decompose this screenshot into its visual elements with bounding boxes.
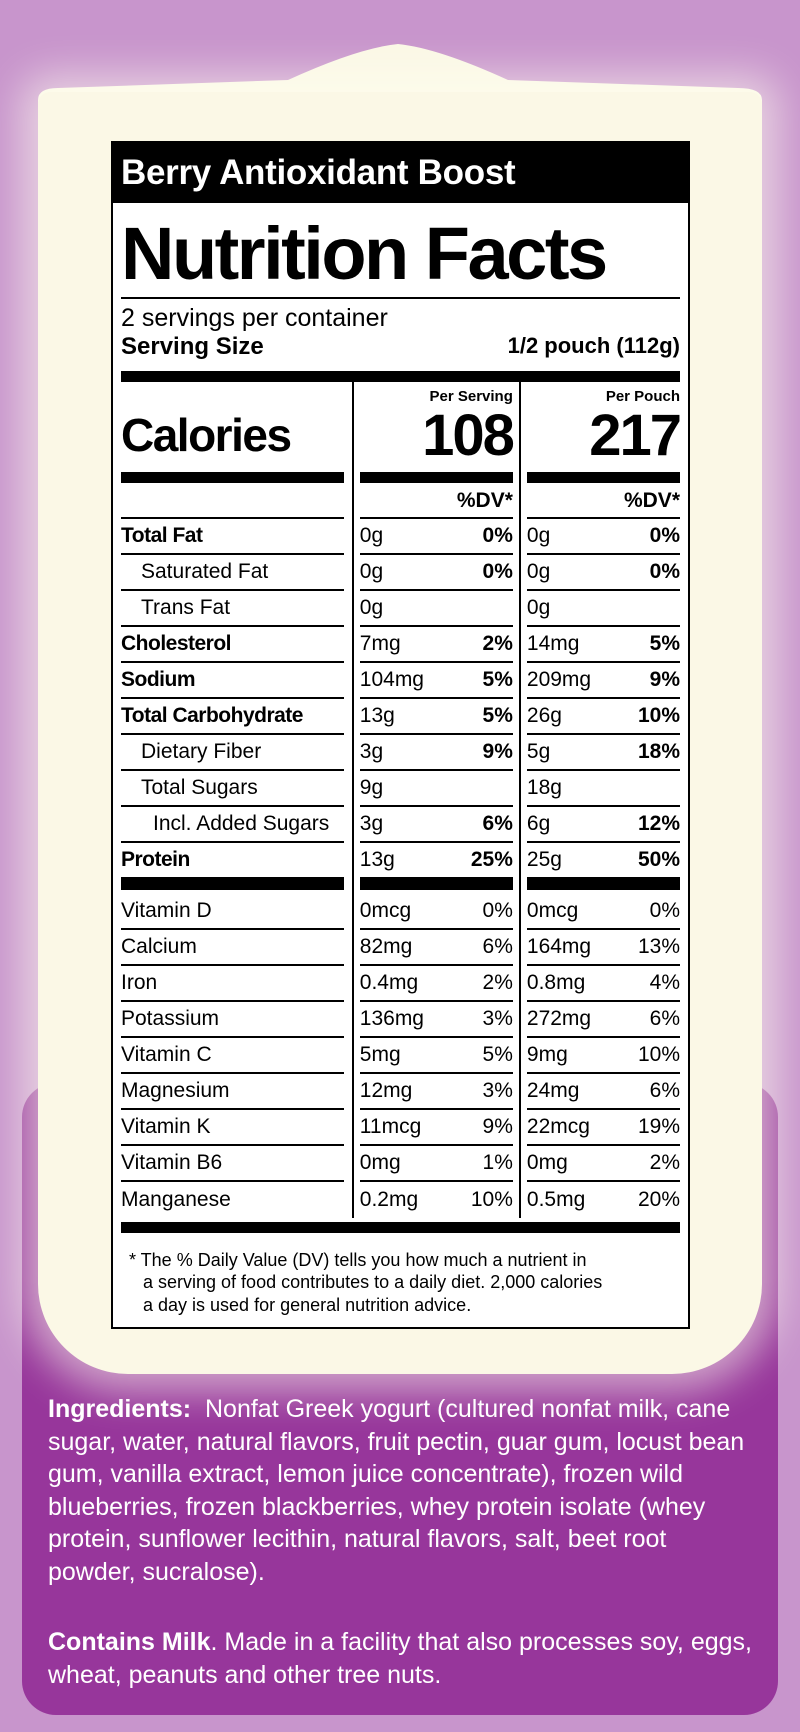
serving-value-row bbox=[360, 627, 513, 663]
serving-dv: 3% bbox=[482, 1078, 513, 1102]
pouch-value-row bbox=[527, 771, 680, 807]
pouch-amount: 0mcg bbox=[526, 898, 579, 922]
serving-dv: 9% bbox=[482, 739, 513, 763]
vitamin-row bbox=[121, 966, 344, 1002]
serving-dv: 10% bbox=[470, 1187, 513, 1211]
pouch-amount: 209mg bbox=[526, 667, 592, 691]
serving-dv: 1% bbox=[482, 1150, 513, 1174]
serving-dv: 0% bbox=[482, 559, 513, 583]
calories-label-cell bbox=[121, 382, 344, 472]
per-pouch-label: Per Pouch bbox=[605, 387, 680, 405]
per-serving-dv-header: %DV* bbox=[360, 483, 513, 519]
serving-amount: 0mg bbox=[359, 1150, 401, 1174]
pouch-dv: 4% bbox=[649, 970, 680, 994]
dv-footnote: * The % Daily Value (DV) tells you how much a nutrient in a serving of food contributes to a daily diet. 2,000 calories a day is used for general nutrition advice. bbox=[129, 1249, 603, 1315]
pouch-dv: 0% bbox=[649, 898, 680, 922]
nutrient-row bbox=[121, 663, 344, 699]
pouch-value-row bbox=[527, 843, 680, 879]
nutrient-row bbox=[121, 807, 344, 843]
pouch-amount: 6g bbox=[526, 811, 551, 835]
nutrient-row bbox=[121, 555, 344, 591]
serving-amount: 0g bbox=[359, 559, 384, 583]
serving-amount: 3g bbox=[359, 739, 384, 763]
serving-size-label: Serving Size bbox=[121, 332, 264, 360]
pouch-value-row bbox=[527, 663, 680, 699]
pouch-dv: 9% bbox=[649, 667, 680, 691]
serving-value-row bbox=[360, 1074, 513, 1110]
vitamin-row bbox=[121, 1146, 344, 1182]
serving-value-row bbox=[360, 663, 513, 699]
vitamin-row bbox=[121, 894, 344, 930]
nutrient-row bbox=[121, 591, 344, 627]
pouch-dv: 2% bbox=[649, 1150, 680, 1174]
pouch-value-row bbox=[527, 807, 680, 843]
serving-value-row bbox=[360, 519, 513, 555]
serving-dv: 0% bbox=[482, 523, 513, 547]
per-pouch-calories: 217 bbox=[589, 402, 680, 468]
nutrient-name: Total Carbohydrate bbox=[121, 703, 303, 727]
serving-amount: 0mcg bbox=[359, 898, 412, 922]
product-name: Berry Antioxidant Boost bbox=[113, 143, 688, 203]
per-serving-calories: 108 bbox=[422, 402, 513, 468]
nutrient-name: Total Fat bbox=[121, 523, 203, 547]
vitamin-name: Vitamin B6 bbox=[121, 1150, 223, 1174]
pouch-dv: 6% bbox=[649, 1078, 680, 1102]
pouch-amount: 0.5mg bbox=[526, 1187, 586, 1211]
pouch-value-row bbox=[527, 1002, 680, 1038]
per-serving-column bbox=[352, 382, 513, 1218]
vitamin-row bbox=[121, 1110, 344, 1146]
servings-per-container: 2 servings per container bbox=[121, 304, 388, 332]
pouch-dv: 10% bbox=[637, 1042, 680, 1066]
pouch-amount: 26g bbox=[526, 703, 562, 727]
pouch-value-row bbox=[527, 966, 680, 1002]
serving-amount: 136mg bbox=[359, 1006, 424, 1030]
serving-amount: 13g bbox=[359, 847, 395, 871]
pouch-value-row bbox=[527, 555, 680, 591]
vitamin-name: Vitamin K bbox=[121, 1114, 211, 1138]
serving-dv: 2% bbox=[482, 970, 513, 994]
serving-value-row bbox=[360, 555, 513, 591]
pouch-value-row bbox=[527, 1146, 680, 1182]
vitamin-row bbox=[121, 1002, 344, 1038]
nutrient-row bbox=[121, 771, 344, 807]
pouch-value-row bbox=[527, 699, 680, 735]
calories-label: Calories bbox=[121, 408, 291, 461]
divider-thick bbox=[121, 1222, 680, 1233]
divider-thick bbox=[121, 371, 680, 382]
pouch-amount: 14mg bbox=[526, 631, 580, 655]
serving-value-row bbox=[360, 1182, 513, 1218]
ingredients-label: Ingredients: bbox=[48, 1395, 192, 1423]
pouch-amount: 18g bbox=[526, 775, 562, 799]
pouch-value-row bbox=[527, 1110, 680, 1146]
pouch-amount: 0g bbox=[526, 559, 551, 583]
pouch-dv: 10% bbox=[637, 703, 680, 727]
pouch-value-row bbox=[527, 627, 680, 663]
ingredients-text bbox=[48, 1393, 760, 1588]
divider bbox=[121, 297, 680, 299]
pouch-value-row bbox=[527, 1074, 680, 1110]
nutrient-row bbox=[121, 843, 344, 879]
serving-dv: 6% bbox=[482, 811, 513, 835]
per-pouch-dv-header: %DV* bbox=[527, 483, 680, 519]
pouch-amount: 25g bbox=[526, 847, 562, 871]
serving-value-row bbox=[360, 699, 513, 735]
pouch-amount: 22mcg bbox=[526, 1114, 590, 1138]
serving-value-row bbox=[360, 894, 513, 930]
serving-amount: 0g bbox=[359, 523, 384, 547]
serving-amount: 11mcg bbox=[359, 1114, 422, 1138]
serving-amount: 0g bbox=[359, 595, 384, 619]
nutrient-name: Dietary Fiber bbox=[141, 739, 262, 763]
nutrient-row bbox=[121, 699, 344, 735]
serving-amount: 12mg bbox=[359, 1078, 413, 1102]
vitamin-name: Manganese bbox=[121, 1187, 231, 1211]
vitamin-name: Iron bbox=[121, 970, 158, 994]
serving-size-value: 1/2 pouch (112g) bbox=[507, 332, 680, 358]
nutrition-facts-title: Nutrition Facts bbox=[121, 212, 606, 295]
nutrition-facts-label bbox=[111, 141, 690, 1329]
per-serving-label: Per Serving bbox=[429, 387, 513, 405]
vitamin-row bbox=[121, 930, 344, 966]
nutrient-name: Sodium bbox=[121, 667, 195, 691]
vitamin-name: Vitamin D bbox=[121, 898, 212, 922]
serving-value-row bbox=[360, 1038, 513, 1074]
pouch-amount: 0.8mg bbox=[526, 970, 586, 994]
serving-value-row bbox=[360, 930, 513, 966]
serving-amount: 104mg bbox=[359, 667, 424, 691]
serving-dv: 3% bbox=[482, 1006, 513, 1030]
pouch-dv: 5% bbox=[649, 631, 680, 655]
allergen-statement bbox=[48, 1626, 760, 1691]
serving-amount: 82mg bbox=[359, 934, 413, 958]
serving-value-row bbox=[360, 843, 513, 879]
serving-dv: 25% bbox=[470, 847, 513, 871]
serving-dv: 6% bbox=[482, 934, 513, 958]
pouch-dv: 0% bbox=[649, 523, 680, 547]
pouch-amount: 0g bbox=[526, 523, 551, 547]
pouch-dv: 19% bbox=[637, 1114, 680, 1138]
ingredients-list: Nonfat Greek yogurt (cultured nonfat milk, cane sugar, water, natural flavors, fruit pectin, guar gum, locust bean gum, vanilla extract, lemon juice concentrate), frozen wild blueberries, frozen blackberries, whey protein isolate (whey protein, sunflower lecithin, natural flavors, salt, beet root powder, sucralose). bbox=[48, 1395, 745, 1586]
nutrient-name: Incl. Added Sugars bbox=[153, 811, 330, 835]
vitamin-name: Magnesium bbox=[121, 1078, 230, 1102]
serving-value-row bbox=[360, 771, 513, 807]
pouch-value-row bbox=[527, 735, 680, 771]
serving-dv: 5% bbox=[482, 1042, 513, 1066]
serving-value-row bbox=[360, 1002, 513, 1038]
serving-dv: 0% bbox=[482, 898, 513, 922]
pouch-amount: 164mg bbox=[526, 934, 592, 958]
allergen-label: Contains Milk bbox=[48, 1628, 211, 1656]
serving-value-row bbox=[360, 735, 513, 771]
pouch-dv: 6% bbox=[649, 1006, 680, 1030]
serving-amount: 9g bbox=[359, 775, 384, 799]
serving-value-row bbox=[360, 807, 513, 843]
pouch-dv: 13% bbox=[637, 934, 680, 958]
serving-dv: 9% bbox=[482, 1114, 513, 1138]
pouch-value-row bbox=[527, 1182, 680, 1218]
serving-value-row bbox=[360, 591, 513, 627]
serving-value-row bbox=[360, 1110, 513, 1146]
serving-dv: 5% bbox=[482, 703, 513, 727]
serving-amount: 0.2mg bbox=[359, 1187, 419, 1211]
nutrient-name: Trans Fat bbox=[141, 595, 231, 619]
vitamin-name: Calcium bbox=[121, 934, 197, 958]
pouch-value-row bbox=[527, 1038, 680, 1074]
vitamin-name: Potassium bbox=[121, 1006, 220, 1030]
serving-amount: 5mg bbox=[359, 1042, 401, 1066]
nutrient-row bbox=[121, 735, 344, 771]
per-pouch-column bbox=[519, 382, 680, 1218]
nutrient-name: Saturated Fat bbox=[141, 559, 269, 583]
pouch-value-row bbox=[527, 519, 680, 555]
vitamin-row bbox=[121, 1182, 344, 1218]
vitamin-row bbox=[121, 1074, 344, 1110]
pouch-dv: 0% bbox=[649, 559, 680, 583]
pouch-amount: 0mg bbox=[526, 1150, 568, 1174]
pouch-amount: 5g bbox=[526, 739, 551, 763]
nutrient-row bbox=[121, 519, 344, 555]
nutrient-name: Cholesterol bbox=[121, 631, 232, 655]
serving-value-row bbox=[360, 1146, 513, 1182]
pouch-value-row bbox=[527, 894, 680, 930]
allergen-text: . Made in a facility that also processes soy, eggs, wheat, peanuts and other tree nuts. bbox=[48, 1628, 752, 1689]
vitamin-name: Vitamin C bbox=[121, 1042, 212, 1066]
serving-dv: 2% bbox=[482, 631, 513, 655]
pouch-dv: 20% bbox=[637, 1187, 680, 1211]
serving-value-row bbox=[360, 966, 513, 1002]
pouch-value-row bbox=[527, 930, 680, 966]
label-column bbox=[121, 382, 344, 1218]
serving-size-row bbox=[121, 333, 680, 361]
nutrient-grid bbox=[121, 382, 680, 1218]
serving-amount: 13g bbox=[359, 703, 395, 727]
serving-amount: 7mg bbox=[359, 631, 401, 655]
serving-dv: 5% bbox=[482, 667, 513, 691]
nutrient-name: Total Sugars bbox=[141, 775, 258, 799]
pouch-amount: 9mg bbox=[526, 1042, 568, 1066]
serving-amount: 3g bbox=[359, 811, 384, 835]
pouch-dv: 50% bbox=[637, 847, 680, 871]
pouch-amount: 24mg bbox=[526, 1078, 580, 1102]
pouch-dv: 18% bbox=[637, 739, 680, 763]
pouch-dv: 12% bbox=[637, 811, 680, 835]
pouch-value-row bbox=[527, 591, 680, 627]
vitamin-row bbox=[121, 1038, 344, 1074]
pouch-amount: 272mg bbox=[526, 1006, 592, 1030]
nutrient-row bbox=[121, 627, 344, 663]
nutrient-name: Protein bbox=[121, 847, 190, 871]
pouch-amount: 0g bbox=[526, 595, 551, 619]
serving-amount: 0.4mg bbox=[359, 970, 419, 994]
